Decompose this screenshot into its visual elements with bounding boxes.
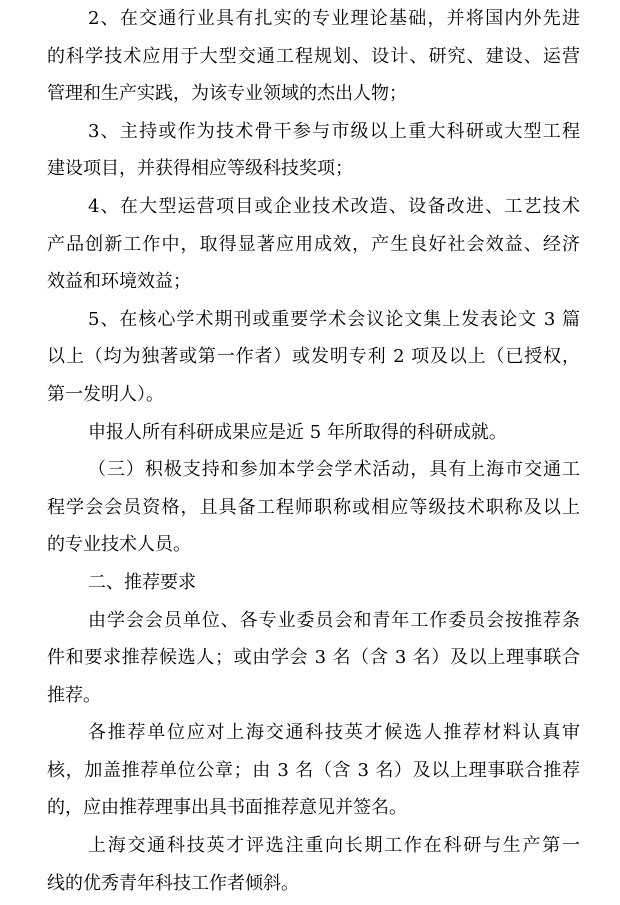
text-line: 第一发明人）。 <box>47 383 164 405</box>
text-line: 产品创新工作中，取得显著应用成效，产生良好社会效益、经济 <box>47 233 580 255</box>
text-line: 效益和环境效益； <box>47 271 191 293</box>
section-heading: 二、推荐要求 <box>88 571 196 593</box>
text-line: 申报人所有科研成果应是近 5 年所取得的科研成就。 <box>88 421 507 443</box>
paragraph-review-requirements <box>47 714 580 827</box>
text-line: 上海交通科技英才评选注重向长期工作在科研与生产第一 <box>88 835 580 857</box>
paragraph-criterion-4 <box>47 188 580 301</box>
paragraph-section-3-membership <box>47 451 580 564</box>
paragraph-criterion-3 <box>47 113 580 188</box>
text-line: 的，应由推荐理事出具书面推荐意见并签名。 <box>47 797 407 819</box>
text-line: 2、在交通行业具有扎实的专业理论基础，并将国内外先进 <box>88 8 580 29</box>
paragraph-research-period-note <box>47 414 580 452</box>
text-line: 建设项目，并获得相应等级科技奖项； <box>47 158 353 180</box>
paragraph-criterion-5 <box>47 301 580 414</box>
text-line: 件和要求推荐候选人；或由学会 3 名（含 3 名）及以上理事联合 <box>47 647 580 669</box>
text-line: 各推荐单位应对上海交通科技英才候选人推荐材料认真审 <box>88 722 580 744</box>
text-line: 3、主持或作为技术骨干参与市级以上重大科研或大型工程 <box>88 120 580 142</box>
text-line: 由学会会员单位、各专业委员会和青年工作委员会按推荐条 <box>88 609 580 631</box>
text-line: 程学会会员资格，且具备工程师职称或相应等级技术职称及以上 <box>47 496 580 518</box>
text-line: 的专业技术人员。 <box>47 534 191 556</box>
paragraph-criterion-2 <box>47 0 580 113</box>
text-line: 管理和生产实践，为该专业领域的杰出人物； <box>47 83 407 105</box>
text-line: 核，加盖推荐单位公章；由 3 名（含 3 名）及以上理事联合推荐 <box>47 759 580 781</box>
text-line: 推荐。 <box>47 684 101 706</box>
section-heading-recommendation <box>47 564 580 602</box>
document-page <box>47 0 580 902</box>
text-line: 4、在大型运营项目或企业技术改造、设备改进、工艺技术 <box>88 195 580 217</box>
text-line: （三）积极支持和参加本学会学术活动，具有上海市交通工 <box>88 459 580 481</box>
text-line: 以上（均为独著或第一作者）或发明专利 2 项及以上（已授权， <box>47 346 580 368</box>
text-line: 的科学技术应用于大型交通工程规划、设计、研究、建设、运营 <box>47 45 580 67</box>
paragraph-recommendation-sources <box>47 602 580 715</box>
text-line: 线的优秀青年科技工作者倾斜。 <box>47 872 299 894</box>
paragraph-selection-preference <box>47 827 580 902</box>
text-line: 5、在核心学术期刊或重要学术会议论文集上发表论文 3 篇 <box>88 308 580 330</box>
